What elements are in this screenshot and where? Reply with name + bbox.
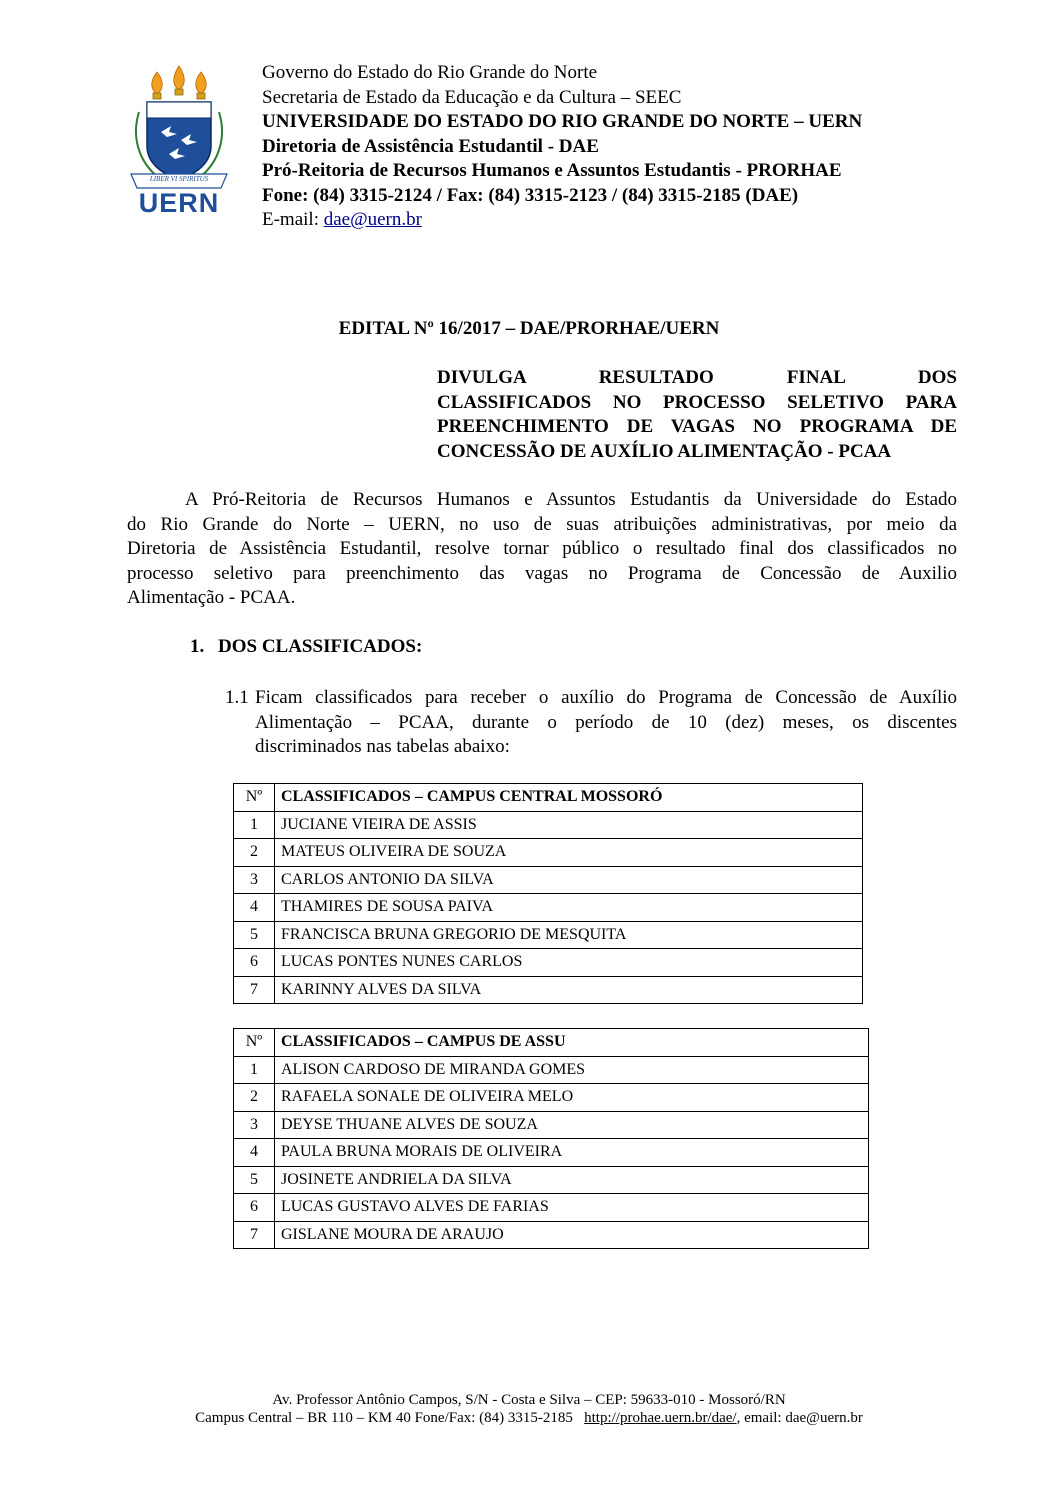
table-header-row: [234, 1029, 869, 1057]
student-name: DEYSE THUANE ALVES DE SOUZA: [275, 1111, 869, 1139]
table-row: [234, 1111, 869, 1139]
item-line: Ficam classificados para receber o auxílio do Programa de Concessão de Auxílio: [255, 687, 957, 708]
intro-line: Diretoria de Assistência Estudantil, resolve tornar público o resultado final dos classificados no: [127, 538, 957, 559]
footer-campus-text: Campus Central – BR 110 – KM 40 Fone/Fax: (84) 3315-2185: [195, 1410, 585, 1426]
footer-campus-line: [0, 1409, 1058, 1427]
summary-line: DIVULGA RESULTADO FINAL DOS: [437, 367, 957, 388]
intro-line: Alimentação - PCAA.: [127, 587, 296, 608]
student-name: THAMIRES DE SOUSA PAIVA: [275, 894, 863, 922]
summary-line: PREENCHIMENTO DE VAGAS NO PROGRAMA DE: [437, 416, 957, 437]
row-number: 5: [234, 921, 275, 949]
header-government: Governo do Estado do Rio Grande do Norte: [262, 62, 598, 83]
logo-wordmark: UERN: [138, 188, 220, 218]
student-name: GISLANE MOURA DE ARAUJO: [275, 1221, 869, 1249]
intro-line: A Pró-Reitoria de Recursos Humanos e Assuntos Estudantis da Universidade do Estado: [185, 489, 957, 510]
header-secretariat: Secretaria de Estado da Educação e da Cultura – SEEC: [262, 86, 682, 108]
intro-line: processo seletivo para preenchimento das vagas no Programa de Concessão de Auxilio: [127, 562, 957, 584]
email-label: E-mail:: [262, 209, 324, 230]
header-pro-rectory: Pró-Reitoria de Recursos Humanos e Assuntos Estudantis - PRORHAE: [262, 160, 842, 181]
student-name: JOSINETE ANDRIELA DA SILVA: [275, 1166, 869, 1194]
row-number: 6: [234, 1194, 275, 1222]
edital-summary: [437, 366, 957, 464]
row-number: 5: [234, 1166, 275, 1194]
logo-motto: LIBER VI SPIRITUS: [149, 175, 209, 183]
uern-logo: [125, 60, 233, 220]
row-number: 2: [234, 1084, 275, 1112]
header-phone: Fone: (84) 3315-2124 / Fax: (84) 3315-2123 / (84) 3315-2185 (DAE): [262, 184, 799, 206]
table-row: [234, 1221, 869, 1249]
table-row: [234, 839, 863, 867]
student-name: RAFAELA SONALE DE OLIVEIRA MELO: [275, 1084, 869, 1112]
footer-email-text: , email: dae@uern.br: [736, 1410, 863, 1426]
row-number: 7: [234, 976, 275, 1004]
student-name: ALISON CARDOSO DE MIRANDA GOMES: [275, 1056, 869, 1084]
col-number-header: Nº: [234, 1029, 275, 1057]
table-row: [234, 1084, 869, 1112]
student-name: MATEUS OLIVEIRA DE SOUZA: [275, 839, 863, 867]
table-row: [234, 1166, 869, 1194]
footer-address: Av. Professor Antônio Campos, S/N - Costa e Silva – CEP: 59633-010 - Mossoró/RN: [272, 1392, 786, 1408]
row-number: 3: [234, 866, 275, 894]
intro-line: do Rio Grande do Norte – UERN, no uso de suas atribuições administrativas, por meio da: [127, 513, 957, 535]
table-header-row: [234, 784, 863, 812]
intro-paragraph: [127, 488, 957, 611]
row-number: 4: [234, 894, 275, 922]
student-name: LUCAS PONTES NUNES CARLOS: [275, 949, 863, 977]
student-name: KARINNY ALVES DA SILVA: [275, 976, 863, 1004]
col-classified-header: CLASSIFICADOS – CAMPUS DE ASSU: [275, 1029, 869, 1057]
student-name: JUCIANE VIEIRA DE ASSIS: [275, 811, 863, 839]
summary-line: CLASSIFICADOS NO PROCESSO SELETIVO PARA: [437, 391, 957, 413]
table-campus-mossoro: [233, 783, 863, 1004]
row-number: 6: [234, 949, 275, 977]
email-link[interactable]: dae@uern.br: [323, 209, 422, 230]
table-row: [234, 921, 863, 949]
section-title: DOS CLASSIFICADOS:: [218, 636, 423, 657]
edital-title: EDITAL Nº 16/2017 – DAE/PRORHAE/UERN: [338, 318, 720, 339]
item-line: Alimentação – PCAA, durante o período de 10 (dez) meses, os discentes: [255, 711, 957, 733]
summary-line: CONCESSÃO DE AUXÍLIO ALIMENTAÇÃO - PCAA: [437, 440, 892, 462]
section-number: 1.: [190, 636, 205, 657]
item-line: discriminados nas tabelas abaixo:: [255, 736, 510, 757]
table-campus-assu: [233, 1028, 869, 1249]
item-1-1: [225, 686, 957, 760]
col-classified-header: CLASSIFICADOS – CAMPUS CENTRAL MOSSORÓ: [275, 784, 863, 812]
row-number: 1: [234, 1056, 275, 1084]
footer-website-link[interactable]: http://prohae.uern.br/dae/: [584, 1410, 737, 1426]
col-number-header: Nº: [234, 784, 275, 812]
section-heading: [190, 636, 422, 658]
student-name: PAULA BRUNA MORAIS DE OLIVEIRA: [275, 1139, 869, 1167]
table-row: [234, 894, 863, 922]
student-name: LUCAS GUSTAVO ALVES DE FARIAS: [275, 1194, 869, 1222]
row-number: 7: [234, 1221, 275, 1249]
table-row: [234, 1194, 869, 1222]
header-university: UNIVERSIDADE DO ESTADO DO RIO GRANDE DO NORTE – UERN: [262, 111, 863, 132]
student-name: FRANCISCA BRUNA GREGORIO DE MESQUITA: [275, 921, 863, 949]
row-number: 3: [234, 1111, 275, 1139]
row-number: 4: [234, 1139, 275, 1167]
table-row: [234, 811, 863, 839]
student-name: CARLOS ANTONIO DA SILVA: [275, 866, 863, 894]
table-row: [234, 1056, 869, 1084]
table-row: [234, 976, 863, 1004]
row-number: 2: [234, 839, 275, 867]
table-row: [234, 866, 863, 894]
header-email-line: [262, 208, 422, 233]
page-footer: [0, 1391, 1058, 1427]
header-directorate: Diretoria de Assistência Estudantil - DAE: [262, 135, 599, 157]
table-row: [234, 949, 863, 977]
row-number: 1: [234, 811, 275, 839]
item-number: 1.1: [225, 687, 249, 708]
table-row: [234, 1139, 869, 1167]
